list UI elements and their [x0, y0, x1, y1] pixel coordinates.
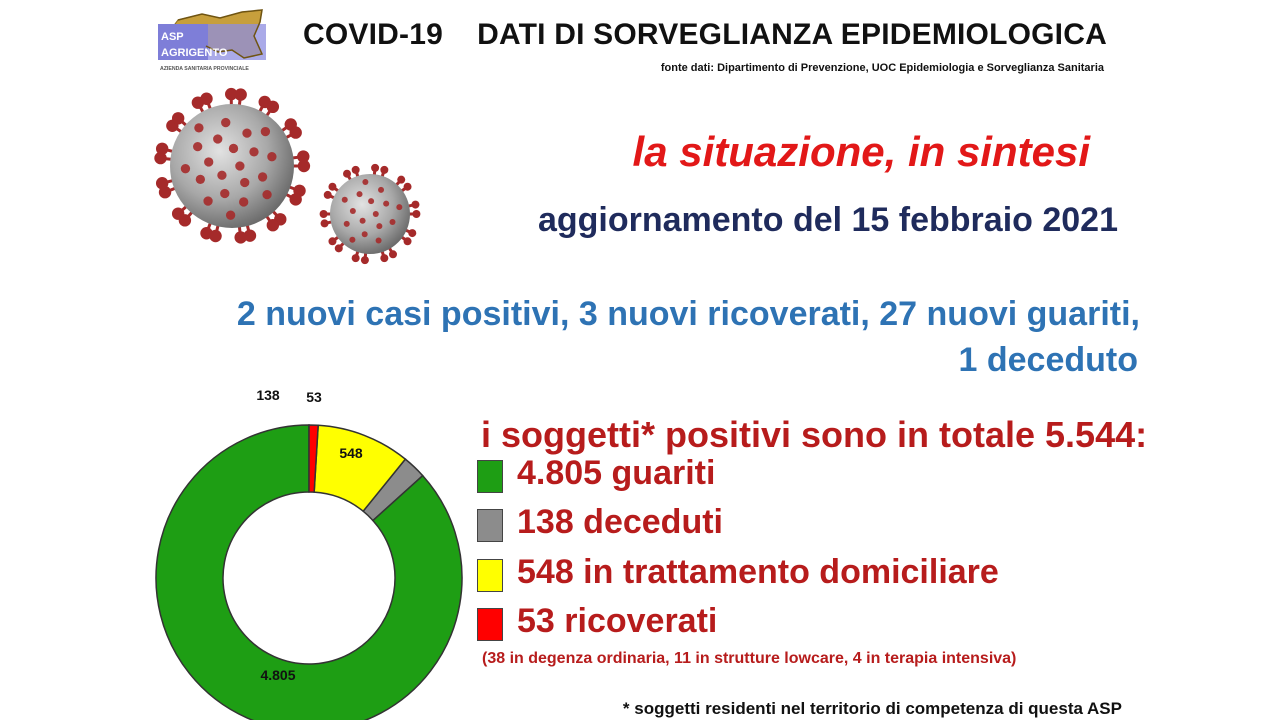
logo-text: AGRIGENTO: [161, 47, 228, 59]
donut-chart: [150, 380, 480, 720]
legend-swatch-green: [477, 460, 503, 493]
update-date: aggiornamento del 15 febbraio 2021: [537, 201, 1118, 239]
virus-large: [154, 88, 310, 244]
donut-label-1: 4.805: [260, 667, 296, 683]
page-title: COVID-19 DATI DI SORVEGLIANZA EPIDEMIOLOGICA: [303, 18, 1107, 51]
donut-label-3: 548: [339, 445, 363, 461]
legend-swatch-grey: [477, 509, 503, 542]
virus-illustration: [148, 86, 438, 276]
legend-label: 4.805 guariti: [517, 454, 716, 492]
donut-label-4: 53: [306, 389, 322, 405]
svg-text:ASP: ASP: [161, 31, 184, 43]
asp-agrigento-logo: [158, 6, 268, 74]
logo-subtext: AZIENDA SANITARIA PROVINCIALE: [160, 66, 249, 72]
legend-label: 548 in trattamento domiciliare: [517, 553, 999, 591]
footnote: * soggetti residenti nel territorio di competenza di questa ASP: [622, 699, 1122, 718]
legend-swatch-yellow: [477, 559, 503, 592]
subtitle: la situazione, in sintesi: [632, 128, 1090, 175]
legend-label: 138 deceduti: [517, 503, 723, 541]
news-line-2: 1 deceduto: [958, 341, 1138, 379]
total-summary: i soggetti* positivi sono in totale 5.544:: [481, 414, 1148, 455]
donut-label-2: 138: [256, 387, 280, 403]
virus-small: [320, 164, 421, 264]
data-source: fonte dati: Dipartimento di Prevenzione, UOC Epidemiologia e Sorveglianza Sanitaria: [660, 62, 1104, 74]
legend-label: 53 ricoverati: [517, 602, 718, 640]
news-line-1: 2 nuovi casi positivi, 3 nuovi ricoverati, 27 nuovi guariti,: [236, 295, 1140, 333]
legend-swatch-red: [477, 608, 503, 641]
hospital-detail: (38 in degenza ordinaria, 11 in strutture lowcare, 4 in terapia intensiva): [482, 650, 1017, 667]
